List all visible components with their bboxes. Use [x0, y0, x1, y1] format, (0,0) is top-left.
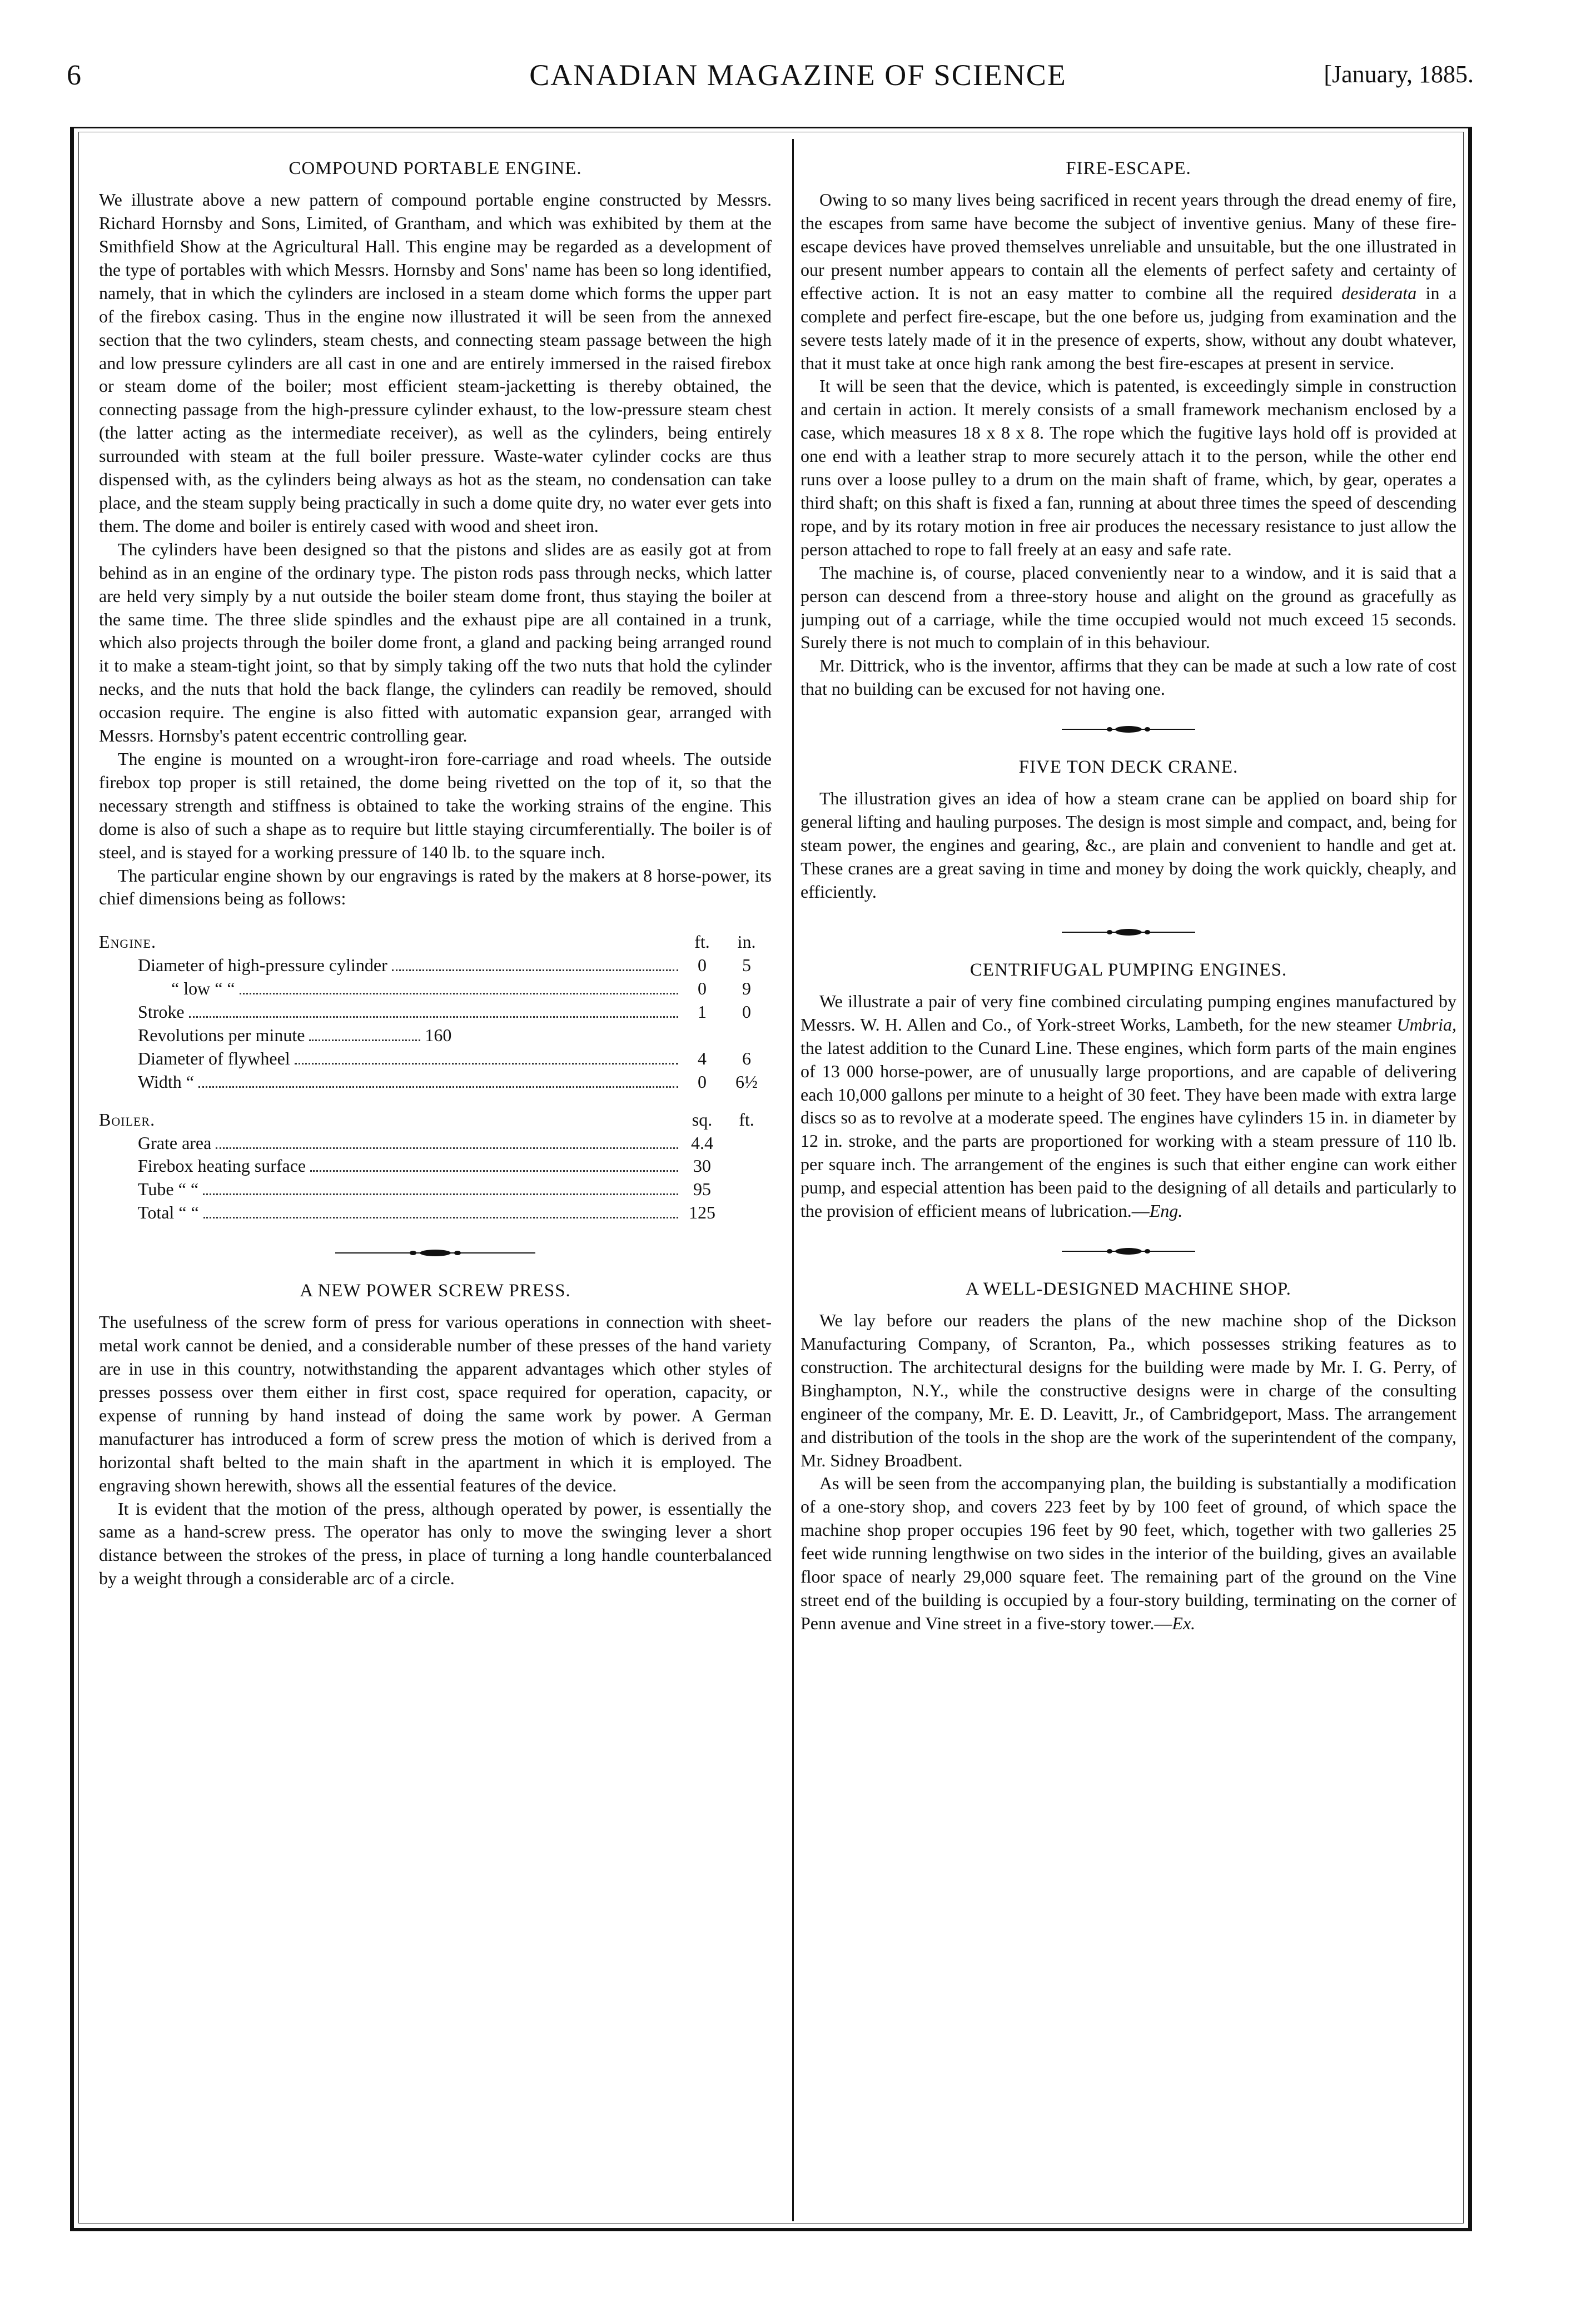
table-row: [99, 954, 772, 977]
table-row: [99, 1047, 772, 1071]
text-run: Owing to so many lives being sacrificed in recent years through the dread enemy of fire, the escapes from same have become the subject of inventive genius. Many of these fire-escape devices have proved themselves unreliable and unsuitable, but the one illustrated in our present number appears to contain all the elements of perfect safety and certainty of effective action. It is not an easy matter to combine all the required: [801, 190, 1456, 303]
text-run: As will be seen from the accompanying plan, the building is substantially a modification of a one-story shop, and covers 223 feet by by 100 feet of ground, of which space the machine shop proper occupies 196 feet by 90 feet, which, together with two galleries 25 feet wide running lengthwise on two sides in the interior of the building, gives an available floor space of nearly 29,000 square feet. The remaining part of the ground on the Vine street end of the building is occupied by a four-story building, terminating on the corner of Penn avenue and Vine street in a five-story tower.—: [801, 1473, 1456, 1633]
article-title-screw-press: A NEW POWER SCREW PRESS.: [300, 1281, 571, 1301]
unit-in: in.: [737, 932, 756, 952]
row-value: 160: [425, 1024, 452, 1045]
paragraph: It will be seen that the device, which is patented, is exceedingly simple in construction and certain in action. It merely consists of a small framework mechanism enclosed by a case, which measures 18 x 8 x 8. The rope which the fugitive lays hold off is provided at one end with a leather strap to more securely attach it to the person, while the other end runs over a loose pulley to a drum on the main shaft of frame, which, by gear, operates a third shaft; on this shaft is fixed a fan, running at about three times the speed of descending rope, and by its rotary motion in free air produces the necessary resistance to just allow the person attached to rope to fall freely at an easy and safe rate.: [801, 376, 1456, 559]
row-label: Revolutions per minute: [138, 1024, 305, 1045]
paragraph: [801, 1472, 1456, 1635]
table-row: [99, 1071, 772, 1094]
article-title-machine-shop: A WELL-DESIGNED MACHINE SHOP.: [966, 1279, 1291, 1299]
paragraph: [801, 188, 1456, 375]
table-heading-engine: Engine.: [99, 932, 156, 952]
article-title-centrifugal-engines: CENTRIFUGAL PUMPING ENGINES.: [969, 959, 1287, 980]
text-run: We illustrate a pair of very fine combined circulating pumping engines manufactured by Messrs. W. H. Allen and Co., of York-street Works, Lambeth, for the new steamer: [801, 991, 1456, 1034]
section-divider: [801, 921, 1456, 944]
paragraph: The cylinders have been designed so that the pistons and slides are as easily got at from behind as in an engine of the ordinary type. The piston rods pass through necks, which latter are held very simply by a nut outside the boiler steam dome front, thus staying the boiler at the same time. The three slide spindles and the exhaust pipe are all contained in a trunk, which also projects through the boiler dome front, a gland and packing being arranged round it to make a steam-tight joint, so that by simply taking off the two nuts that hold the cylinder necks, and the nuts that hold the back flange, the cylinders can readily be removed, should occasion require. The engine is also fitted with automatic expansion gear, arranged with Messrs. Hornsby's patent eccentric controlling gear.: [99, 539, 772, 746]
table-row: [99, 1001, 772, 1024]
paragraph: The particular engine shown by our engravings is rated by the makers at 8 horse-power, its chief dimensions being as follows:: [99, 865, 772, 909]
row-label: “ low “ “: [171, 978, 235, 999]
article-title-compound-engine: COMPOUND PORTABLE ENGINE.: [289, 158, 582, 178]
source-credit: Eng.: [1149, 1201, 1183, 1221]
section-divider: [99, 1241, 772, 1265]
row-value: 0: [698, 978, 707, 999]
section-divider: [801, 718, 1456, 741]
row-value: 6: [742, 1048, 751, 1068]
ship-name: Umbria,: [1396, 1014, 1456, 1034]
row-value: 0: [742, 1002, 751, 1022]
paragraph: We illustrate above a new pattern of compound portable engine constructed by Messrs. Richard Hornsby and Sons, Limited, of Grantham, and which was exhibited by them at the Smithfield Show at the Agricultural Hall. This engine may be regarded as a development of the type of portables with which Messrs. Hornsby and Sons' name has been so long identified, namely, that in which the cylinders are inclosed in a steam dome which forms the upper part of the firebox casing. Thus in the engine now illustrated it will be seen from the annexed section that the two cylinders, steam chests, and connecting steam passage between the high and low pressure cylinders are all cast in one and are entirely immersed in the raised firebox or steam dome of the boiler; most efficient steam-jacketting is thereby obtained, the connecting passage from the high-pressure cylinder exhaust, to the low-pressure steam chest (the latter acting as the intermediate receiver), as well as the cylinders, being entirely surrounded with steam at the full boiler pressure. Waste-water cylinder cocks are thus dispensed with, as the cylinders being always as hot as the steam, no condensation can take place, and the steam supply being practically in such a dome quite dry, no water ever gets into them. The dome and boiler is entirely cased with wood and sheet iron.: [99, 190, 772, 536]
row-label: Total “ “: [138, 1202, 199, 1223]
row-value: 125: [689, 1202, 715, 1223]
article-title-deck-crane: FIVE TON DECK CRANE.: [1018, 757, 1239, 778]
row-value: 0: [698, 1071, 707, 1092]
table-header-row: [99, 1108, 772, 1132]
row-label: Diameter of high-pressure cylinder: [138, 955, 387, 976]
row-label: Tube “ “: [138, 1179, 199, 1200]
table-row: [99, 1201, 772, 1225]
row-value: 6½: [735, 1071, 758, 1092]
paragraph: It is evident that the motion of the press, although operated by power, is essentially the same as a hand-screw press. The operator has only to move the swinging lever a short distance between the strokes of the press, in place of turning a long handle counterbalanced by a weight through a considerable arc of a circle.: [99, 1498, 772, 1589]
row-label: Diameter of flywheel: [138, 1048, 290, 1068]
page-header: [0, 0, 1596, 128]
ornament-rule-icon: [1062, 927, 1195, 938]
column-rule: [792, 139, 794, 2221]
right-column: [801, 150, 1456, 2223]
paragraph: The machine is, of course, placed conveniently near to a window, and it is said that a person can descend from a three-story house and alight on the ground as gracefully as jumping out of a carriage, while the time occupied would not much exceed 15 seconds. Surely there is not much to complain of in this behaviour.: [801, 562, 1456, 653]
paragraph: The engine is mounted on a wrought-iron fore-carriage and road wheels. The outside firebox top proper is still retained, the dome being rivetted on the top of it, so that the necessary strength and stiffness is obtained to take the working strains of the engine. This dome is also of such a shape as to require but little staying circumferentially. The boiler is of steel, and is stayed for a working pressure of 140 lb. to the square inch.: [99, 748, 772, 862]
paragraph: Mr. Dittrick, who is the inventor, affirms that they can be made at such a low rate of cost that no building can be excused for not having one.: [801, 655, 1456, 699]
table-row: [99, 1132, 772, 1155]
row-value: 30: [693, 1156, 711, 1176]
text-run: the latest addition to the Cunard Line. These engines, which form parts of the main engines of 13 000 horse-power, are of unusually large proportions, and are capable of delivering each 10,000 gallons per minute to a height of 30 feet. They have been made with extra large discs so as to revolve at a moderate speed. The engines have cylinders 15 in. in diameter by 12 in. stroke, and the parts are proportioned for working with a steam pressure of 110 lb. per square inch. The arrangement of the engines is such that either engine can work either pump, and especial attention has been paid to the designing of all details and particularly to the provision of efficient means of lubrication.—: [801, 1037, 1456, 1221]
row-label: Width “: [138, 1071, 194, 1092]
table-heading-boiler: Boiler.: [99, 1109, 156, 1130]
paragraph: The usefulness of the screw form of press for various operations in connection with sheet-metal work cannot be denied, and a considerable number of these presses of the hand variety are in use in this country, notwithstanding the apparent advantages which other styles of presses possess over them either in first cost, space required for operation, capacity, or expense of running by hand instead of doing the same work by power. A German manufacturer has introduced a form of screw press the motion of which is derived from a horizontal shaft belted to the main shaft in the apartment in which it is employed. The engraving shown herewith, shows all the essential features of the device.: [99, 1312, 772, 1495]
paragraph: [801, 990, 1456, 1223]
text-run: in a complete and perfect fire-escape, but the one before us, judging from examination and the severe tests lately made of it in the presence of experts, show, without any doubt whatever, that it must take at once high rank among the best fire-escapes at present in service.: [801, 282, 1456, 373]
table-row: [99, 1024, 772, 1047]
table-header-row: [99, 931, 772, 954]
row-label: Firebox heating surface: [138, 1156, 306, 1176]
row-label: Stroke: [138, 1002, 185, 1022]
row-value: 1: [698, 1002, 707, 1022]
ornament-rule-icon: [335, 1247, 535, 1259]
section-divider: [801, 1240, 1456, 1263]
ornament-rule-icon: [1062, 724, 1195, 735]
magazine-title: CANADIAN MAGAZINE OF SCIENCE: [529, 58, 1067, 92]
unit-sq: sq.: [692, 1109, 713, 1130]
article-title-fire-escape: FIRE-ESCAPE.: [1066, 158, 1191, 178]
emphasis: desiderata: [1341, 282, 1417, 303]
table-row: [99, 1155, 772, 1178]
dimensions-table: [99, 931, 772, 1225]
row-value: 9: [742, 978, 751, 999]
row-value: 5: [742, 955, 751, 976]
row-value: 95: [693, 1179, 711, 1200]
paragraph: The illustration gives an idea of how a steam crane can be applied on board ship for general lifting and hauling purposes. The design is most simple and compact, and, being for steam power, the engines and gearing, &c., are plain and convenient to handle and get at. These cranes are a great saving in time and money by doing the work quickly, cheaply, and efficiently.: [801, 788, 1456, 902]
left-column: [99, 150, 772, 2223]
row-label: Grate area: [138, 1132, 212, 1153]
row-value: 4: [698, 1048, 707, 1068]
unit-ft: ft.: [694, 932, 710, 952]
paragraph: We lay before our readers the plans of the new machine shop of the Dickson Manufacturing Company, of Scranton, Pa., which possesses striking features as to construction. The architectural designs for the building were made by Mr. I. G. Perry, of Binghampton, N.Y., while the constructive designs were in charge of the consulting engineer of the company, Mr. E. D. Leavitt, Jr., of Cambridgeport, Mass. The arrangement and distribution of the tools in the shop are the work of the superintendent of the company, Mr. Sidney Broadbent.: [801, 1310, 1456, 1470]
row-value: 4.4: [691, 1132, 713, 1153]
row-value: 0: [698, 955, 707, 976]
table-row: [99, 1178, 772, 1201]
table-row: [99, 977, 772, 1001]
source-credit: Ex.: [1172, 1613, 1196, 1633]
ornament-rule-icon: [1062, 1246, 1195, 1257]
unit-ft: ft.: [739, 1109, 754, 1130]
issue-date: [January, 1885.: [1324, 61, 1474, 88]
page-number: 6: [67, 59, 81, 91]
